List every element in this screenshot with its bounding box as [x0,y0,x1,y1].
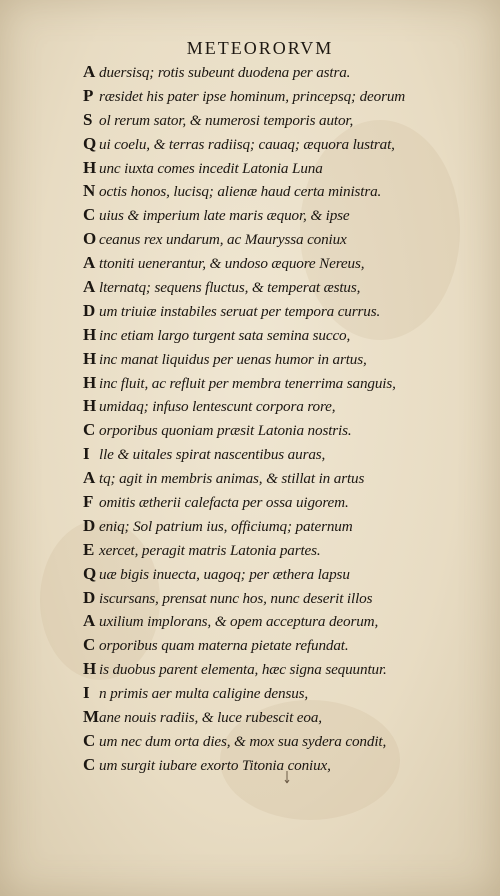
verse-text [83,60,443,777]
verse-line-text: n primis aer multa caligine densus, [99,685,309,703]
verse-line [83,538,443,562]
verse-line [83,299,443,323]
verse-line-text: xercet, peragit matris Latonia partes. [99,541,321,559]
verse-line-text: orporibus quam materna pietate refundat. [99,637,349,655]
verse-line-text: duersisq; rotis subeunt duodena per astra. [99,64,351,81]
initial-capital: C [83,730,96,750]
initial-capital: D [83,587,96,607]
verse-line [83,251,443,275]
initial-capital: H [83,324,97,344]
initial-capital: H [83,348,97,368]
initial-capital: S [83,109,93,129]
verse-line-text: orporibus quoniam præsit Latonia nostris. [99,422,352,440]
initial-capital: Q [83,563,97,583]
verse-line [83,323,443,347]
initial-capital: A [83,611,96,631]
initial-capital: D [83,515,96,535]
verse-line-text: unc iuxta comes incedit Latonia Luna [99,159,323,177]
verse-line [83,156,443,180]
verse-line-text: lternatq; sequens fluctus, & temperat æstus, [99,279,361,297]
verse-line [83,84,443,108]
initial-capital: O [83,229,97,249]
verse-line-text: ui coelu, & terras radiisq; cauaq; æquora lustrat, [99,135,395,153]
verse-line [83,562,443,586]
initial-capital: C [83,754,96,774]
verse-line-text: inc manat liquidus per uenas humor in artus, [99,350,367,368]
initial-capital: H [83,157,97,177]
verse-line-text: omitis ætherii calefacta per ossa uigorem. [99,494,349,512]
verse-line [83,394,443,418]
verse-line-text: um triuiæ instabiles seruat per tempora currus. [99,302,381,320]
initial-capital: C [83,635,96,655]
initial-capital: M [83,707,99,727]
verse-line [83,108,443,132]
verse-line [83,442,443,466]
initial-capital: H [83,659,97,679]
verse-line-text: is duobus parent elementa, hæc signa sequuntur. [99,661,387,679]
verse-line [83,753,443,777]
verse-line [83,179,443,203]
initial-capital: D [83,300,96,320]
initial-capital: N [83,181,96,201]
verse-line [83,490,443,514]
verse-line [83,418,443,442]
initial-capital: F [83,492,94,512]
verse-line-text: uxilium implorans, & opem acceptura deorum, [99,613,379,631]
verse-line-text: ane nouis radiis, & luce rubescit eoa, [99,709,322,727]
verse-line [83,203,443,227]
initial-capital: E [83,539,95,559]
verse-line-text: iscursans, prensat nunc hos, nunc deserit illos [99,589,373,607]
verse-line [83,60,443,84]
verse-line-text: eniq; Sol patrium ius, officiumq; paternum [99,517,353,535]
initial-capital: I [83,444,90,464]
initial-capital: C [83,205,96,225]
verse-line [83,132,443,156]
printer-mark-icon [282,770,292,784]
running-header: METEORORVM [186,38,334,58]
verse-line-text: um nec dum orta dies, & mox sua sydera condit, [99,732,387,750]
verse-line [83,466,443,490]
verse-line-text: octis honos, lucisq; alienæ haud certa ministra. [99,183,382,201]
verse-line [83,657,443,681]
verse-line-text: inc fluit, ac refluit per membra tenerrima sanguis, [99,374,396,392]
verse-line [83,633,443,657]
verse-line-text: uæ bigis inuecta, uagoq; per æthera lapsu [99,565,350,583]
initial-capital: H [83,372,97,392]
verse-line-text: inc etiam largo turgent sata semina succo, [99,326,351,344]
verse-line-text: uius & imperium late maris æquor, & ipse [99,207,350,225]
verse-line-text: tq; agit in membris animas, & stillat in artus [99,470,365,488]
initial-capital: A [83,62,96,81]
initial-capital: A [83,253,96,273]
verse-line-text: lle & uitales spirat nascentibus auras, [99,446,326,464]
verse-line-text: ol rerum sator, & numerosi temporis autor, [99,111,354,129]
verse-line-text: um surgit iubare exorto Titonia coniux, [99,756,331,774]
verse-line [83,371,443,395]
verse-line [83,681,443,705]
initial-capital: Q [83,133,97,153]
initial-capital: H [83,396,97,416]
verse-line [83,609,443,633]
verse-line [83,347,443,371]
initial-capital: A [83,277,96,297]
initial-capital: C [83,420,96,440]
verse-line [83,514,443,538]
verse-line-text: ræsidet his pater ipse hominum, princepsq; deorum [99,87,406,105]
initial-capital: I [83,683,90,703]
verse-line [83,729,443,753]
verse-line [83,275,443,299]
initial-capital: P [83,85,94,105]
verse-line-text: ttoniti uenerantur, & undoso æquore Nereus, [99,255,365,273]
verse-line [83,705,443,729]
verse-line [83,586,443,610]
verse-line [83,227,443,251]
initial-capital: A [83,468,96,488]
verse-line-text: umidaq; infuso lentescunt corpora rore, [99,398,336,416]
verse-line-text: ceanus rex undarum, ac Mauryssa coniux [99,231,347,249]
